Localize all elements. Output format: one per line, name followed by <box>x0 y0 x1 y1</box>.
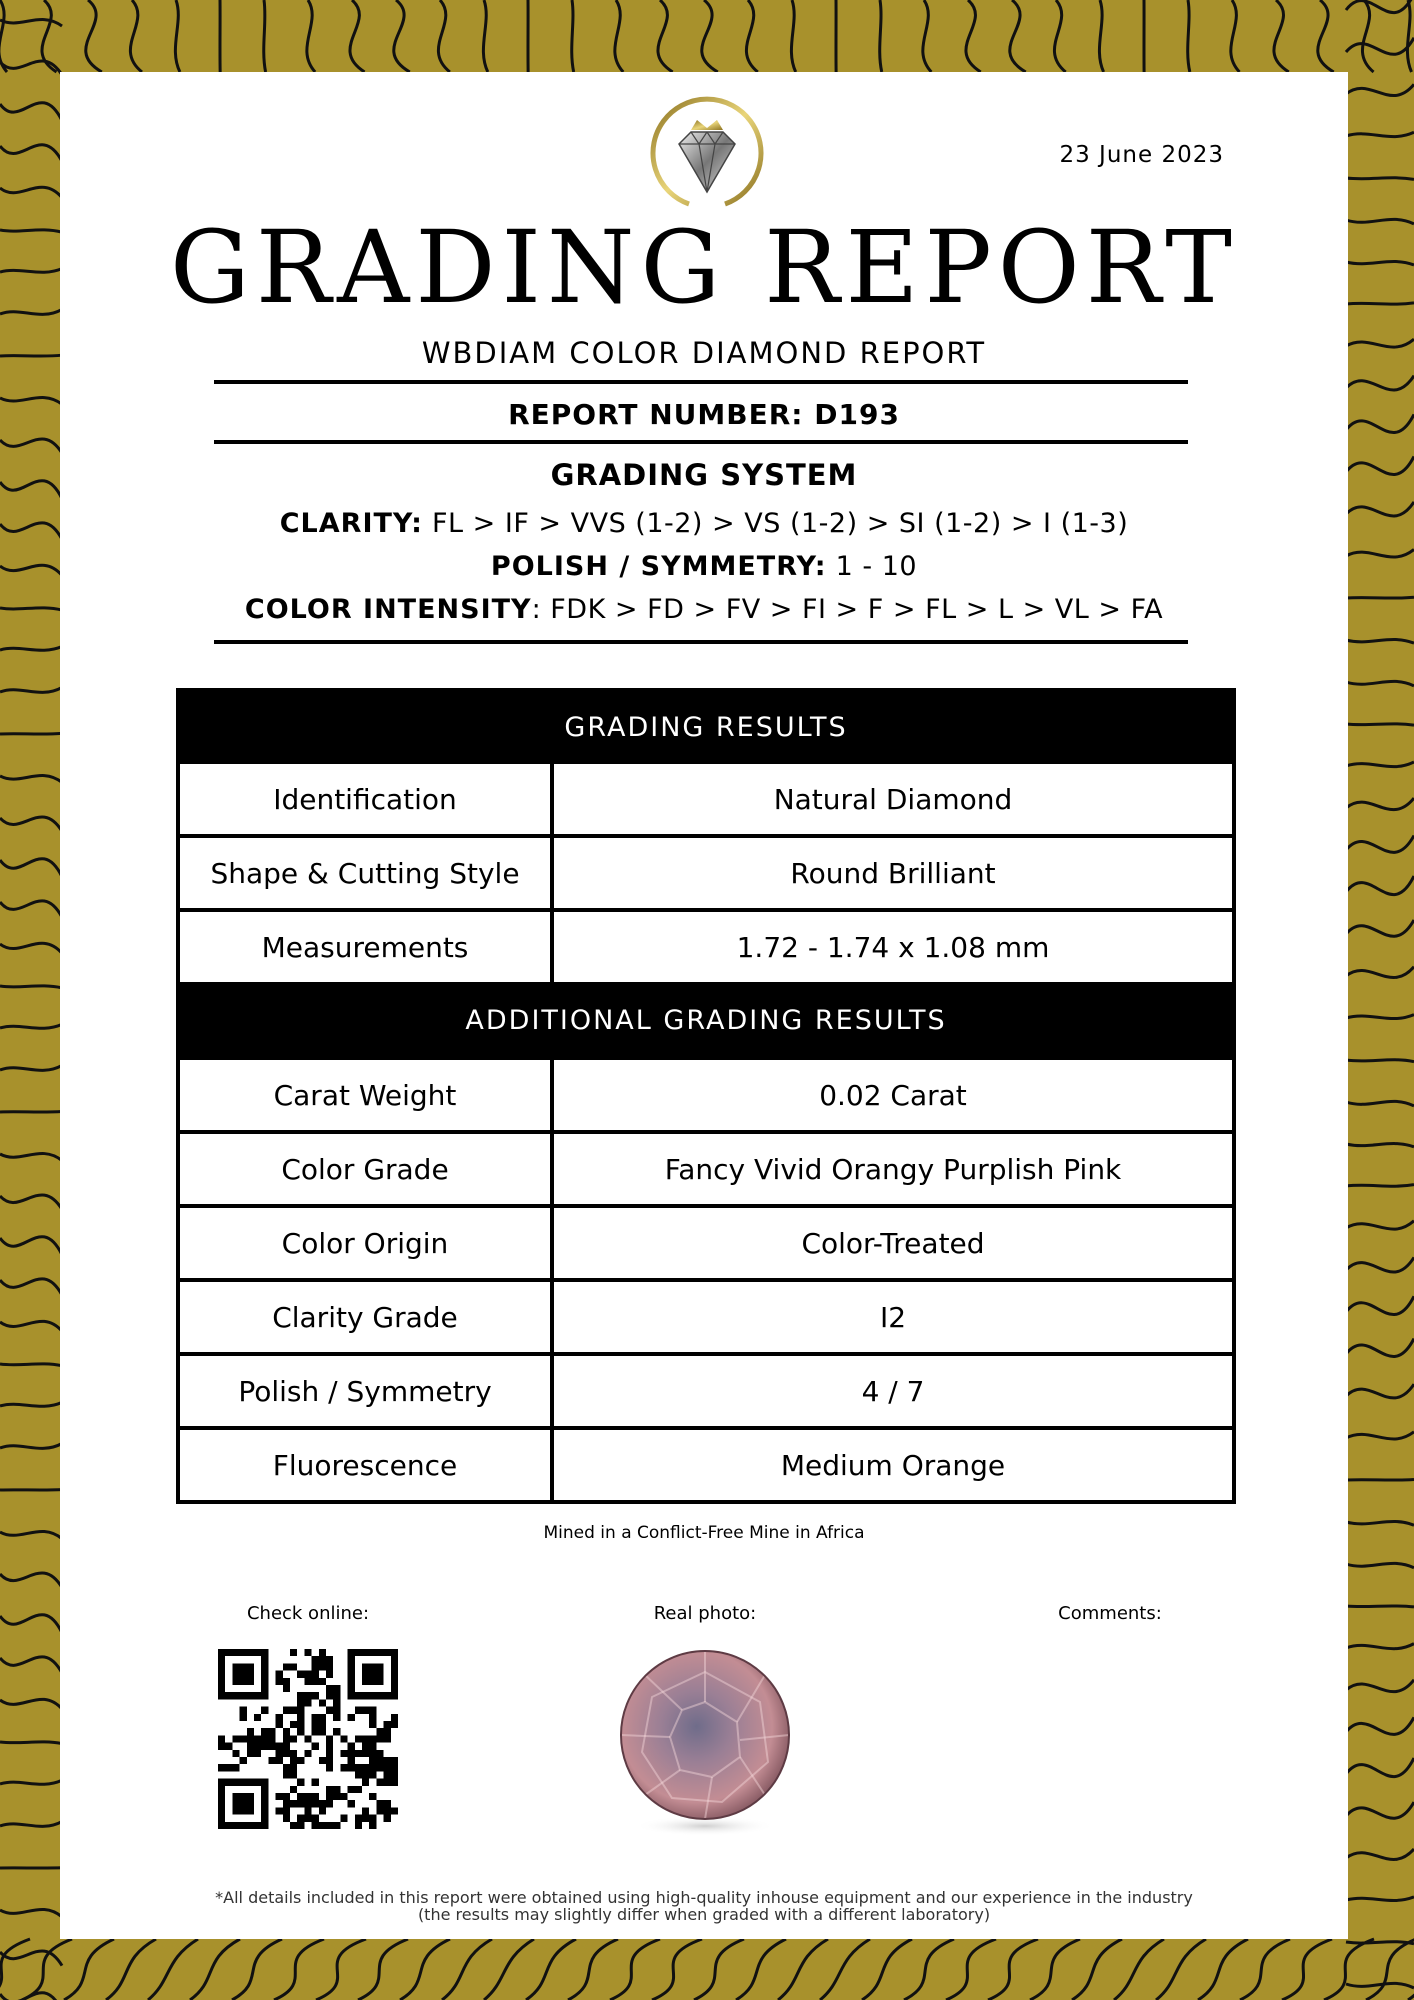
row-value: Natural Diamond <box>554 764 1232 834</box>
comments-label: Comments: <box>1058 1603 1162 1624</box>
divider <box>214 380 1188 384</box>
table-row <box>180 764 1232 834</box>
row-label: Color Origin <box>180 1208 550 1278</box>
page-title: GRADING REPORT <box>169 209 1239 326</box>
additional-results-heading: ADDITIONAL GRADING RESULTS <box>180 982 1232 1060</box>
polish-scale-values: 1 - 10 <box>826 551 918 582</box>
row-value: Color-Treated <box>554 1208 1232 1278</box>
real-photo-label: Real photo: <box>653 1603 757 1624</box>
qr-code-icon[interactable] <box>218 1649 398 1829</box>
row-label: Shape & Cutting Style <box>180 838 550 908</box>
polish-scale <box>60 551 1348 582</box>
row-label: Measurements <box>180 912 550 982</box>
row-label: Identification <box>180 764 550 834</box>
row-value: 0.02 Carat <box>554 1060 1232 1130</box>
table-row <box>180 1430 1232 1500</box>
grading-results-heading: GRADING RESULTS <box>180 692 1232 764</box>
check-online-label: Check online: <box>246 1603 370 1624</box>
intensity-scale-values: : FDK > FD > FV > FI > F > FL > L > VL > FA <box>531 594 1164 625</box>
row-label: Color Grade <box>180 1134 550 1204</box>
intensity-scale-label: COLOR INTENSITY <box>244 594 532 625</box>
clarity-scale-label: CLARITY: <box>279 508 423 539</box>
color-intensity-scale <box>60 594 1348 625</box>
row-value: Round Brilliant <box>554 838 1232 908</box>
report-sheet <box>60 72 1348 1939</box>
report-date: 23 June 2023 <box>1059 142 1224 168</box>
row-label: Carat Weight <box>180 1060 550 1130</box>
table-row <box>180 1208 1232 1278</box>
table-row <box>180 838 1232 908</box>
row-label: Fluorescence <box>180 1430 550 1500</box>
diamond-crown-logo-icon <box>649 96 765 212</box>
clarity-scale <box>60 508 1348 539</box>
table-row <box>180 1060 1232 1130</box>
disclaimer-line: (the results may slightly differ when graded with a different laboratory) <box>417 1905 991 1924</box>
row-value: 4 / 7 <box>554 1356 1232 1426</box>
table-row <box>180 1282 1232 1352</box>
table-row <box>180 1134 1232 1204</box>
divider <box>214 640 1188 644</box>
row-value: I2 <box>554 1282 1232 1352</box>
gemstone-photo <box>612 1642 798 1842</box>
row-value: Fancy Vivid Orangy Purplish Pink <box>554 1134 1232 1204</box>
row-label: Clarity Grade <box>180 1282 550 1352</box>
grading-system-heading: GRADING SYSTEM <box>550 458 858 492</box>
disclaimer <box>60 1889 1348 1923</box>
report-subtitle: WBDIAM COLOR DIAMOND REPORT <box>421 336 987 370</box>
table-row <box>180 912 1232 982</box>
row-label: Polish / Symmetry <box>180 1356 550 1426</box>
disclaimer-line: *All details included in this report were obtained using high-quality inhouse equipment and our experience in the industry <box>215 1888 1193 1907</box>
clarity-scale-values: FL > IF > VVS (1-2) > VS (1-2) > SI (1-2) > I (1-3) <box>422 508 1129 539</box>
origin-note: Mined in a Conflict-Free Mine in Africa <box>543 1523 865 1543</box>
row-value: 1.72 - 1.74 x 1.08 mm <box>554 912 1232 982</box>
polish-scale-label: POLISH / SYMMETRY: <box>490 551 827 582</box>
row-value: Medium Orange <box>554 1430 1232 1500</box>
grading-results-table <box>176 688 1236 1504</box>
divider <box>214 440 1188 444</box>
report-number: REPORT NUMBER: D193 <box>508 398 900 431</box>
table-row <box>180 1356 1232 1426</box>
